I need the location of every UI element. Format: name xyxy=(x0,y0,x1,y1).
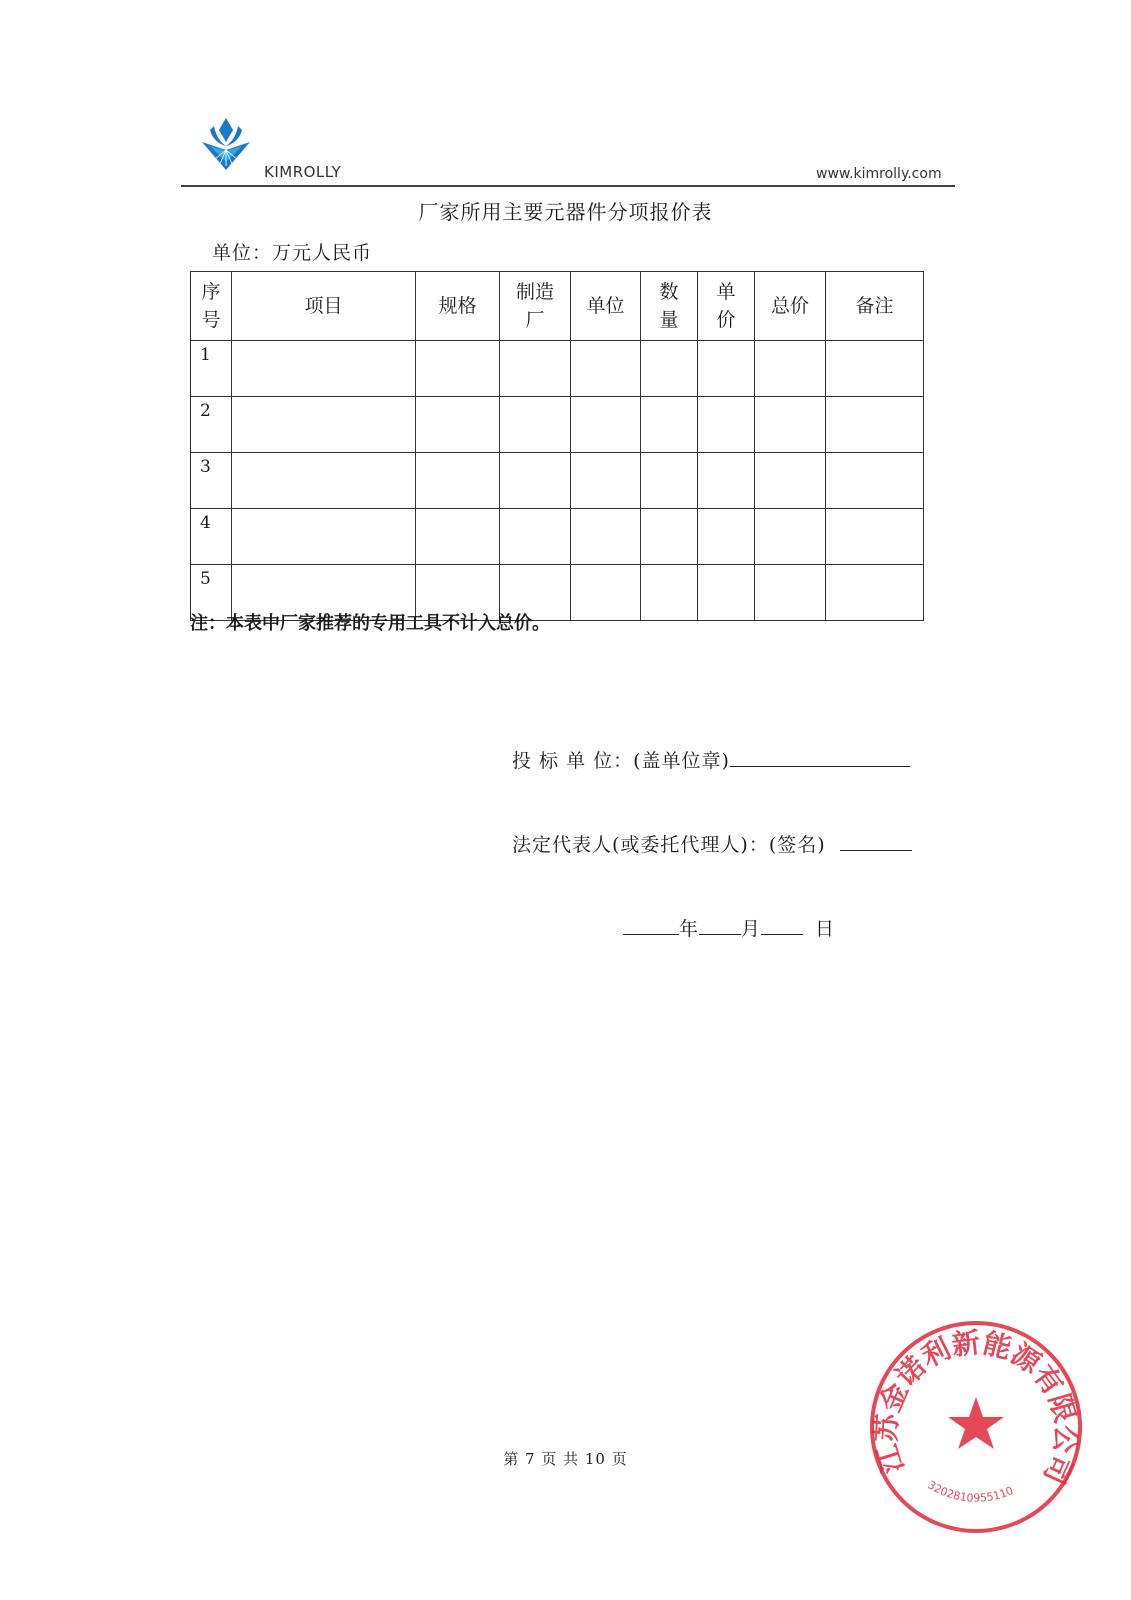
cell-spec xyxy=(416,341,500,397)
cell-item xyxy=(232,453,416,509)
unit-label: 单位：万元人民币 xyxy=(212,242,373,264)
cell-remarks xyxy=(826,341,924,397)
table-row xyxy=(191,509,924,565)
header-index: 序号 xyxy=(191,272,232,341)
table-header-row xyxy=(191,272,924,341)
cell-manufacturer xyxy=(500,397,571,453)
representative-signature-row xyxy=(512,830,912,857)
brand-name: KIMROLLY xyxy=(264,163,342,181)
cell-remarks xyxy=(826,453,924,509)
table-row xyxy=(191,453,924,509)
seal-company-name: 江苏金诺利新能源有限公司 xyxy=(869,1325,1083,1490)
header-manufacturer: 制造厂 xyxy=(500,272,571,341)
table-note: 注：本表中厂家推荐的专用工具不计入总价。 xyxy=(190,613,550,634)
header-divider xyxy=(181,185,955,187)
cell-spec xyxy=(416,509,500,565)
header-total-price: 总价 xyxy=(755,272,826,341)
cell-total-price xyxy=(755,341,826,397)
cell-quantity xyxy=(641,341,698,397)
cell-quantity xyxy=(641,453,698,509)
cell-total-price xyxy=(755,565,826,621)
cell-quantity xyxy=(641,565,698,621)
cell-item xyxy=(232,397,416,453)
row-index: 1 xyxy=(191,341,232,397)
cell-unit-price xyxy=(698,565,755,621)
cell-remarks xyxy=(826,509,924,565)
table-row xyxy=(191,397,924,453)
year-label: 年 xyxy=(679,918,700,940)
cell-manufacturer xyxy=(500,341,571,397)
header-spec: 规格 xyxy=(416,272,500,341)
company-seal xyxy=(866,1317,1086,1537)
cell-unit-price xyxy=(698,509,755,565)
month-blank xyxy=(699,914,741,935)
cell-total-price xyxy=(755,453,826,509)
bidder-blank xyxy=(730,746,910,767)
row-index: 2 xyxy=(191,397,232,453)
quote-table xyxy=(190,271,924,621)
header-quantity: 数量 xyxy=(641,272,698,341)
header-remarks: 备注 xyxy=(826,272,924,341)
document-title: 厂家所用主要元器件分项报价表 xyxy=(418,200,713,224)
cell-total-price xyxy=(755,397,826,453)
row-index: 4 xyxy=(191,509,232,565)
svg-text:3202810955110 xyxy=(925,1478,1015,1504)
header-unit-price: 单价 xyxy=(698,272,755,341)
year-blank xyxy=(623,914,679,935)
page-number: 第 7 页 共 10 页 xyxy=(503,1450,628,1468)
row-index: 5 xyxy=(191,565,232,621)
website-url: www.kimrolly.com xyxy=(816,166,942,182)
seal-star-icon xyxy=(948,1397,1004,1449)
table-row xyxy=(191,341,924,397)
header-item: 项目 xyxy=(232,272,416,341)
date-row xyxy=(623,914,835,941)
cell-spec xyxy=(416,397,500,453)
header-unit: 单位 xyxy=(571,272,641,341)
cell-quantity xyxy=(641,509,698,565)
cell-unit xyxy=(571,565,641,621)
cell-unit-price xyxy=(698,397,755,453)
cell-item xyxy=(232,341,416,397)
cell-manufacturer xyxy=(500,509,571,565)
bidder-label: 投 标 单 位：(盖单位章) xyxy=(512,750,730,772)
cell-quantity xyxy=(641,397,698,453)
row-index: 3 xyxy=(191,453,232,509)
month-label: 月 xyxy=(741,918,762,940)
seal-code: 3202810955110 xyxy=(925,1478,1016,1505)
day-label: 日 xyxy=(815,918,836,940)
cell-remarks xyxy=(826,565,924,621)
cell-unit xyxy=(571,453,641,509)
representative-label: 法定代表人(或委托代理人)：(签名) xyxy=(512,834,826,856)
cell-remarks xyxy=(826,397,924,453)
cell-manufacturer xyxy=(500,453,571,509)
cell-unit xyxy=(571,397,641,453)
cell-item xyxy=(232,509,416,565)
cell-spec xyxy=(416,453,500,509)
cell-unit-price xyxy=(698,341,755,397)
day-blank xyxy=(761,914,803,935)
cell-unit xyxy=(571,509,641,565)
cell-total-price xyxy=(755,509,826,565)
cell-unit-price xyxy=(698,453,755,509)
bidder-signature-row xyxy=(512,746,910,773)
cell-unit xyxy=(571,341,641,397)
kimrolly-logo xyxy=(200,116,252,172)
representative-blank xyxy=(840,830,912,851)
